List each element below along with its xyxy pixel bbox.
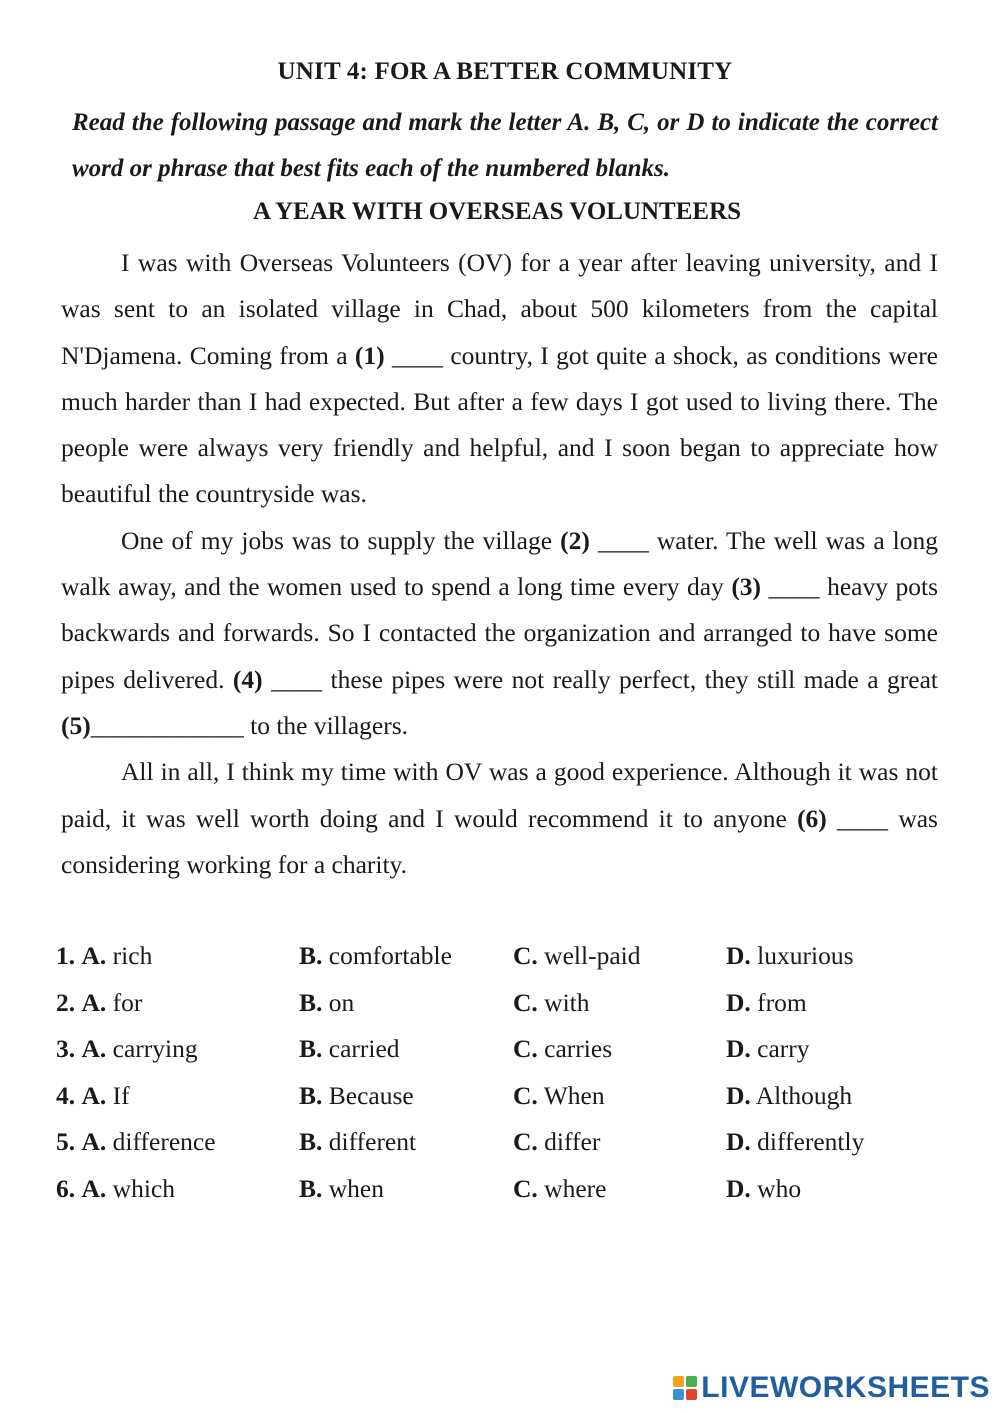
option-text: from [757, 987, 807, 1017]
question-number: 6. [56, 1173, 76, 1203]
answer-option[interactable] [726, 1119, 864, 1166]
blank-5: ____________ [90, 710, 244, 740]
blank-2: ____ [589, 525, 649, 555]
answer-option[interactable] [299, 1026, 400, 1073]
option-letter: C. [513, 1080, 538, 1110]
answer-option[interactable] [299, 1119, 416, 1166]
option-text: rich [112, 941, 153, 970]
answer-option[interactable] [726, 1166, 801, 1213]
answer-option[interactable] [56, 933, 152, 980]
option-text: well-paid [544, 941, 641, 970]
answer-option[interactable] [513, 1166, 606, 1213]
option-text: Although [755, 1080, 853, 1110]
option-letter: C. [513, 1034, 538, 1063]
option-text: carrying [112, 1034, 198, 1063]
question-number: 3. [56, 1034, 76, 1063]
option-text: with [544, 987, 590, 1017]
question-row [56, 933, 956, 980]
passage-title: A YEAR WITH OVERSEAS VOLUNTEERS [252, 198, 742, 225]
answer-option[interactable] [513, 980, 590, 1027]
option-text: If [112, 1080, 130, 1110]
option-letter: A. [81, 941, 107, 970]
question-number: 4. [56, 1080, 76, 1110]
passage-paragraph-3: All in all, I think my time with OV was a good experience. Although it was not paid, it was well worth doing and I would recommend it to anyone (6) ____ was considering working for a charity. [61, 757, 938, 879]
answer-option[interactable] [513, 1026, 612, 1073]
logo-square-1 [673, 1376, 684, 1387]
liveworksheets-logo-icon [673, 1376, 697, 1400]
option-text: When [543, 1080, 605, 1110]
question-row [56, 1166, 956, 1213]
answer-option[interactable] [299, 1166, 384, 1213]
option-text: different [328, 1127, 417, 1156]
option-letter: B. [299, 1034, 323, 1063]
answer-options [56, 933, 956, 1212]
answer-option[interactable] [726, 1026, 810, 1073]
option-text: for [112, 987, 143, 1017]
option-letter: A. [81, 987, 107, 1017]
blank-number-6: (6) [797, 803, 827, 833]
answer-option[interactable] [513, 933, 640, 980]
question-number: 5. [56, 1127, 76, 1156]
logo-square-2 [686, 1376, 697, 1387]
option-letter: C. [513, 941, 538, 970]
question-number: 1. [56, 941, 76, 970]
option-letter: B. [299, 1127, 323, 1156]
option-letter: D. [726, 1127, 751, 1156]
option-letter: D. [726, 1173, 751, 1203]
question-row [56, 1119, 956, 1166]
option-text: who [757, 1173, 802, 1203]
answer-option[interactable] [56, 1026, 198, 1073]
option-text: on [328, 987, 355, 1017]
option-letter: C. [513, 1173, 538, 1203]
option-text: comfortable [328, 941, 452, 970]
answer-option[interactable] [299, 980, 354, 1027]
option-letter: B. [299, 987, 323, 1017]
blank-number-3: (3) [731, 572, 762, 602]
answer-option[interactable] [726, 1073, 852, 1120]
answer-option[interactable] [513, 1119, 600, 1166]
answer-option[interactable] [56, 980, 142, 1027]
passage-paragraph-2: One of my jobs was to supply the village (2) ____ water. The well was a long walk away, and the women used to spend a long time every day (3) ____ heavy pots backwards and forwards. So I contacted the organization and arranged to have some pipes delivered. (4) ____ these pipes were not really perfect, they still made a great (5)____________ to the villagers. [61, 525, 938, 740]
option-text: differently [757, 1127, 865, 1156]
answer-option[interactable] [726, 980, 807, 1027]
answer-option[interactable] [726, 933, 854, 980]
option-letter: D. [726, 1034, 751, 1063]
option-text: when [328, 1173, 384, 1203]
option-letter: C. [513, 987, 538, 1017]
passage [61, 240, 938, 888]
blank-number-1: (1) [354, 340, 385, 370]
option-text: difference [112, 1127, 216, 1156]
blank-1: ____ [384, 340, 443, 370]
blank-3: ____ [761, 572, 820, 602]
option-letter: B. [299, 1173, 323, 1203]
option-text: where [544, 1173, 607, 1203]
option-text: carry [757, 1034, 810, 1063]
option-text: luxurious [757, 941, 854, 970]
answer-option[interactable] [299, 1073, 414, 1120]
question-row [56, 980, 956, 1027]
option-letter: A. [81, 1080, 107, 1110]
answer-option[interactable] [56, 1166, 175, 1213]
option-letter: A. [81, 1034, 107, 1063]
blank-4: ____ [262, 664, 323, 694]
liveworksheets-logo [673, 1371, 990, 1405]
blank-number-4: (4) [232, 664, 263, 694]
logo-text: LIVEWORKSHEETS [701, 1371, 990, 1404]
blank-number-5: (5) [61, 710, 91, 740]
option-letter: D. [726, 941, 751, 970]
option-letter: D. [726, 987, 751, 1017]
option-text: Because [328, 1080, 414, 1110]
answer-option[interactable] [56, 1119, 216, 1166]
question-row [56, 1026, 956, 1073]
logo-square-4 [686, 1389, 697, 1400]
option-letter: A. [81, 1127, 107, 1156]
option-letter: B. [299, 941, 323, 970]
answer-option[interactable] [513, 1073, 605, 1120]
question-number: 2. [56, 987, 76, 1017]
passage-paragraph-1: I was with Overseas Volunteers (OV) for a year after leaving university, and I was sent to an isolated village in Chad, about 500 kilometers from the capital N'Djamena. Coming from a (1) ____ country, I got quite a shock, as conditions were much harder than I had expected. But after a few days I got used to living there. The people were always very friendly and helpful, and I soon began to appreciate how beautiful the countryside was. [61, 248, 939, 509]
option-letter: A. [81, 1173, 107, 1203]
option-letter: B. [299, 1080, 323, 1110]
unit-title: UNIT 4: FOR A BETTER COMMUNITY [277, 58, 733, 85]
instructions: Read the following passage and mark the letter A. B, C, or D to indicate the correct word or phrase that best fits each of the numbered blanks. [72, 109, 938, 182]
option-text: differ [544, 1127, 601, 1156]
blank-number-2: (2) [560, 525, 590, 555]
option-text: carries [544, 1034, 613, 1063]
blank-6: ____ [826, 803, 889, 833]
option-letter: C. [513, 1127, 538, 1156]
logo-square-3 [673, 1389, 684, 1400]
option-text: which [112, 1173, 175, 1203]
answer-option[interactable] [299, 933, 452, 980]
option-text: carried [328, 1034, 400, 1063]
question-row [56, 1073, 956, 1120]
option-letter: D. [726, 1080, 751, 1110]
answer-option[interactable] [56, 1073, 130, 1120]
